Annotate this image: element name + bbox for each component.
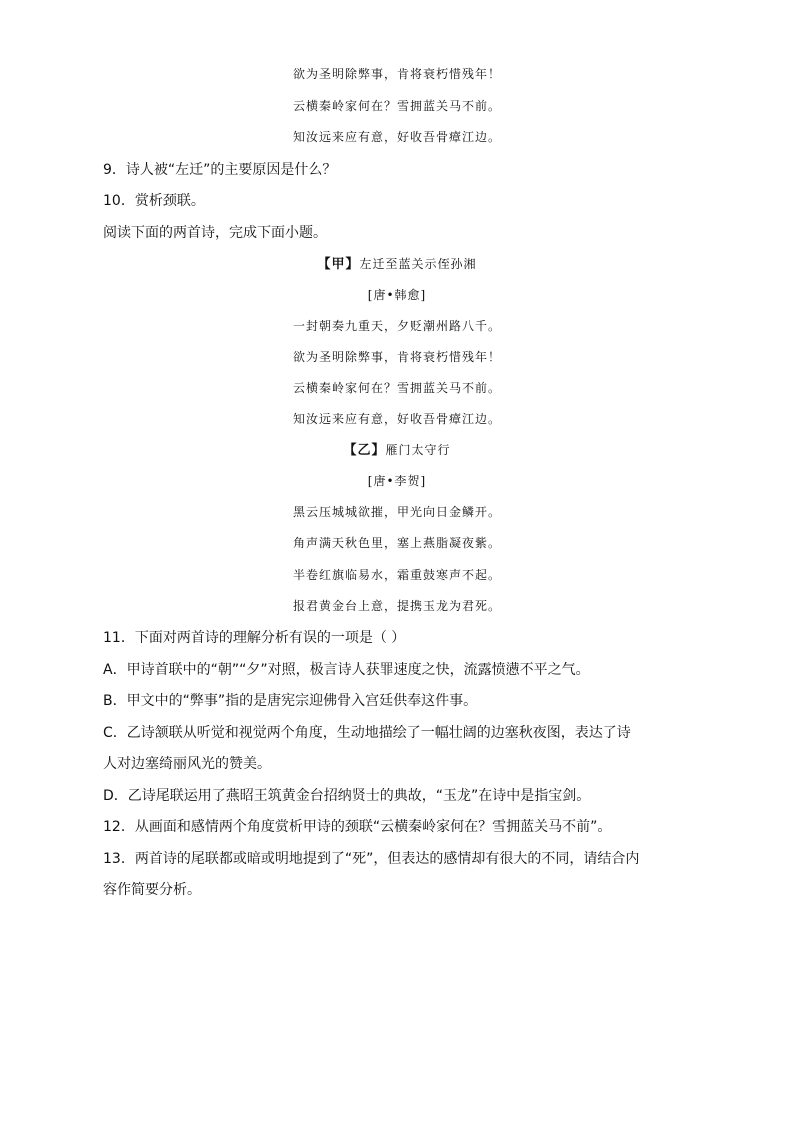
poem-line: 知汝远来应有意，好收吾骨瘴江边。 [292, 130, 501, 144]
question-10: 10．赏析颈联。 [103, 193, 205, 209]
question-11-option-a: A．甲诗首联中的“朝”“夕”对照，极言诗人获罪速度之快，流露愤懑不平之气。 [103, 662, 590, 678]
question-13: 13．两首诗的尾联都或暗或明地提到了“死”，但表达的感情却有很大的不同，请结合内 [103, 851, 640, 867]
poem-line: 欲为圣明除弊事，肯将衰朽惜残年！ [292, 67, 501, 81]
question-11-option-d: D．乙诗尾联运用了燕昭王筑黄金台招纳贤士的典故，“玉龙”在诗中是指宝剑。 [103, 788, 591, 804]
poem-jia-author: [唐•韩愈] [367, 288, 427, 302]
poem-jia-line: 欲为圣明除弊事，肯将衰朽惜残年！ [292, 350, 501, 364]
poem-jia-title: 左迁至蓝关示侄孙湘 [359, 257, 477, 271]
poem-yi-title: 雁门太守行 [385, 443, 451, 457]
poem-yi-title-line [0, 442, 794, 459]
question-12: 12．从画面和感情两个角度赏析甲诗的颈联“云横秦岭家何在？雪拥蓝关马不前”。 [103, 819, 612, 835]
question-11-option-c: C．乙诗颔联从听觉和视觉两个角度，生动地描绘了一幅壮阔的边塞秋夜图，表达了诗 [103, 725, 631, 741]
poem-yi-line: 半卷红旗临易水，霜重鼓寒声不起。 [292, 568, 501, 582]
poem-yi-line: 黑云压城城欲摧，甲光向日金鳞开。 [292, 505, 501, 519]
question-11-option-c-cont: 人对边塞绮丽风光的赞美。 [103, 756, 271, 772]
reading-instruction: 阅读下面的两首诗，完成下面小题。 [103, 225, 327, 241]
poem-jia-mark: 【甲】 [317, 257, 360, 272]
question-13-cont: 容作简要分析。 [103, 882, 201, 898]
poem-jia-line: 云横秦岭家何在？雪拥蓝关马不前。 [292, 381, 501, 395]
poem-yi-line: 报君黄金台上意，提携玉龙为君死。 [292, 599, 501, 613]
question-9: 9．诗人被“左迁”的主要原因是什么？ [103, 162, 337, 178]
question-11-option-b: B．甲文中的“弊事”指的是唐宪宗迎佛骨入宫廷供奉这件事。 [103, 693, 478, 709]
poem-jia-title-line [0, 256, 794, 273]
poem-yi-author: [唐•李贺] [367, 474, 427, 488]
poem-jia-line: 一封朝奏九重天，夕贬潮州路八千。 [292, 319, 501, 333]
poem-jia-line: 知汝远来应有意，好收吾骨瘴江边。 [292, 412, 501, 426]
poem-yi-line: 角声满天秋色里，塞上燕脂凝夜紫。 [292, 536, 501, 550]
poem-line: 云横秦岭家何在？雪拥蓝关马不前。 [292, 99, 501, 113]
question-11-stem: 11．下面对两首诗的理解分析有误的一项是（ ） [103, 630, 406, 646]
poem-yi-mark: 【乙】 [343, 443, 386, 458]
